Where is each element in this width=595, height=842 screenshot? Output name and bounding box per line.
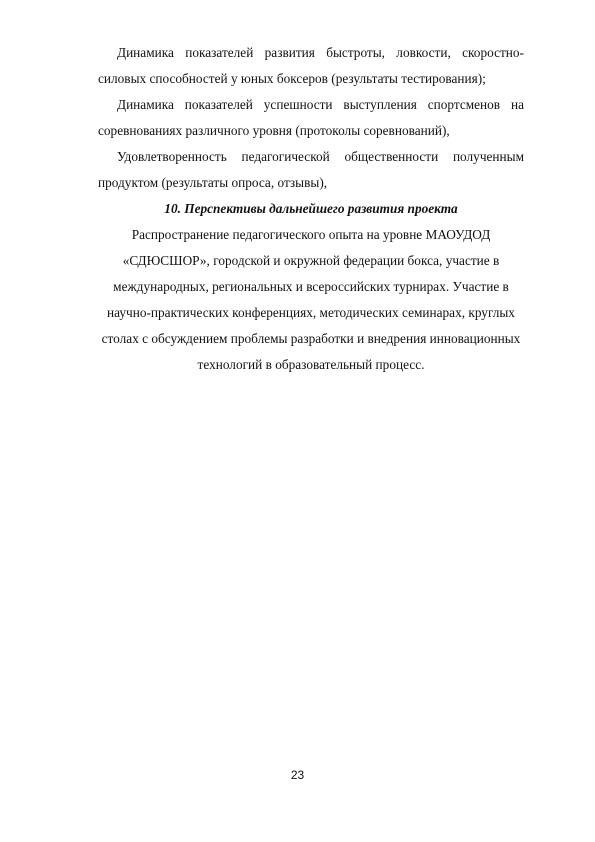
paragraph-line: силовых способностей у юных боксеров (результаты тестирования); <box>98 71 486 86</box>
section-line: Распространение педагогического опыта на уровне МАОУДОД <box>131 227 491 242</box>
paragraph-competition-success <box>98 92 524 144</box>
section-line: технологий в образовательный процесс. <box>197 357 425 372</box>
section-heading: 10. Перспективы дальнейшего развития проекта <box>164 201 458 216</box>
section-line: столах с обсуждением проблемы разработки и внедрения инновационных <box>101 331 521 346</box>
paragraph-speed-dynamics <box>98 40 524 92</box>
paragraph-line: продуктом (результаты опроса, отзывы), <box>98 175 328 190</box>
section-paragraph <box>98 222 524 378</box>
paragraph-line: соревнованиях различного уровня (протоколы соревнований), <box>98 123 450 138</box>
paragraph-line: Динамика показателей успешности выступления спортсменов на <box>117 97 524 112</box>
paragraph-satisfaction <box>98 144 524 196</box>
page-number: 23 <box>290 768 305 782</box>
section-line: «СДЮСШОР», городской и окружной федерации бокса, участие в <box>122 253 500 268</box>
paragraph-line: Динамика показателей развития быстроты, ловкости, скоростно- <box>117 45 524 60</box>
section-line: международных, региональных и всероссийских турнирах. Участие в <box>113 279 509 294</box>
paragraph-line: Удовлетворенность педагогической общественности полученным <box>117 149 524 164</box>
section-line: научно-практических конференциях, методических семинарах, круглых <box>107 305 515 320</box>
page-body <box>98 40 524 378</box>
